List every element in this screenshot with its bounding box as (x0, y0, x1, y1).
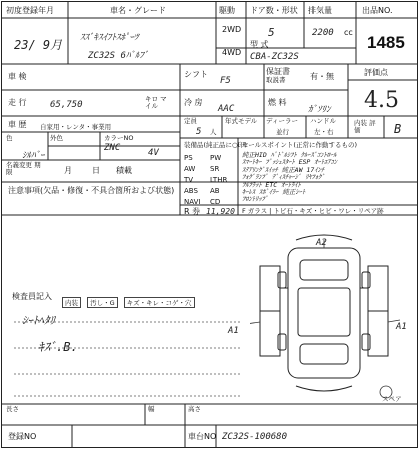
displacement-handwritten: 2200 (312, 28, 334, 38)
model-handwritten: CBA-ZC32S (250, 52, 299, 62)
first-registration-label: 初度登録年月 (6, 6, 54, 15)
inspector-option-stain: 汚し・G (87, 297, 118, 308)
inspection-label: 車 検 (8, 72, 27, 81)
equipment-navi: NAVI (184, 198, 201, 206)
loading-label: 積載 (116, 166, 132, 175)
damage-mark-left: A1 (228, 326, 239, 336)
inspector-note-line1: ｼｰﾄﾍﾀﾘ (22, 314, 55, 327)
handle-value: 左・右 (314, 128, 334, 136)
interior-score-label: 内装 評価 (354, 119, 376, 134)
sales-point-label: セールスポイント(正常に作動するもの) (242, 141, 357, 149)
model-label: 型 式 (250, 40, 269, 49)
dealer-label: ディーラー (266, 117, 298, 125)
color-code-handwritten: 4V (148, 148, 159, 158)
shift-handwritten: F5 (220, 76, 231, 86)
score-label: 評価点 (364, 68, 388, 77)
spare-tire-label: スペア (382, 395, 402, 403)
sales-point-line: ｽﾃｱﾘﾝｸﾞｽｲｯﾁ 純正AW 17ｲﾝﾁ (242, 165, 324, 174)
sales-point-line: ﾌｫｸﾞﾗﾝﾌﾟ ﾃﾞｨｽﾁｬｰｼﾞ ﾘﾔﾌｫｸﾞ (242, 173, 325, 182)
equipment-ps: PS (184, 154, 193, 162)
equipment-leather: LTHR (210, 176, 228, 184)
registration-number-label: 登録NO (8, 432, 37, 441)
interior-score-handwritten: B (394, 122, 402, 136)
inspector-note-line2: ｷｽﾞ.B. (38, 340, 78, 354)
sales-points-handwritten (242, 152, 416, 204)
dealer-value: 並行 (276, 128, 289, 136)
inspector-option-damage: キズ・キレ・コゲ・穴 (124, 297, 195, 308)
cc-unit: cc (344, 28, 353, 37)
warranty-choice: 有・無 (310, 72, 334, 81)
lot-number: 1485 (367, 33, 405, 52)
equipment-list (184, 154, 236, 206)
color-handwritten: ｼﾙﾊﾞｰ (22, 151, 45, 161)
capacity-label: 定員 (184, 117, 197, 125)
registration-year-handwritten: 23/ 9月 (14, 38, 63, 52)
equipment-tv: TV (184, 176, 194, 184)
fuel-label: 燃 料 (268, 98, 287, 107)
equipment-sr: SR (210, 165, 220, 173)
chassis-number-label: 車台NO (188, 432, 217, 441)
equipment-aw: AW (184, 165, 196, 173)
chassis-number-handwritten: ZC32S-100680 (222, 432, 288, 442)
damage-mark-front: A2 (316, 238, 327, 248)
manual-label: 取説書 (266, 76, 286, 84)
sales-point-line: 純正HID ﾊﾟﾄﾞﾙｼﾌﾄ ｸﾙｰｽﾞｺﾝﾄﾛｰﾙ (242, 151, 337, 159)
equipment-ab: AB (210, 187, 220, 195)
grade-handwritten: ZC32S 6ﾊﾞﾙﾌﾞ (88, 51, 149, 61)
mileage-handwritten: 65,750 (50, 100, 83, 110)
height-label: 高さ (188, 405, 201, 413)
name-change-label: 名義変更 期限 (6, 161, 41, 176)
recycle-fee-handwritten: 11,920 (206, 207, 235, 216)
equipment-abs: ABS (184, 187, 198, 195)
original-color-label: 外色 (50, 134, 63, 142)
displacement-label: 排気量 (308, 6, 332, 15)
month-label: 月 (64, 166, 72, 175)
length-label: 長さ (6, 405, 19, 413)
equipment-cd: CD (210, 198, 221, 206)
sales-point-line: ｷｰﾚｽ ｽﾎﾟｲﾗｰ 純正ｼｰﾄ (242, 188, 306, 197)
mileage-label: 走 行 (8, 98, 27, 107)
score-handwritten: 4.5 (364, 88, 399, 113)
damage-mark-right: A1 (396, 322, 407, 332)
inspector-option-interior: 内装 (62, 297, 81, 308)
capacity-unit: 人 (210, 128, 217, 136)
caution-notes-label: 注意事項(欠品・修復・不具合箇所および状態) (8, 186, 175, 195)
car-name-handwritten: ｽｽﾞｷｽｲﾌﾄｽﾎﾟｰﾂ (80, 33, 139, 43)
handle-label: ハンドル (310, 117, 336, 125)
fuel-handwritten: ｶﾞｿﾘﾝ (308, 105, 331, 115)
model-year-label: 年式モデル (225, 117, 258, 125)
shift-label: シフト (184, 70, 208, 79)
drive-label: 駆動 (219, 6, 235, 15)
color-label: 色 (6, 134, 13, 142)
km-mile-unit: キロ マイル (145, 95, 167, 110)
inspector-notes-label: 検査員記入 (12, 292, 52, 301)
color-number-handwritten: ZNC (104, 143, 121, 153)
car-name-grade-label: 車名・グレード (110, 6, 166, 15)
equipment-label: 装備品(純正品に○印) (184, 141, 247, 149)
usage-history-label: 車 歴 (8, 120, 27, 129)
day-label: 日 (92, 166, 100, 175)
front-glass-label: F ガラス | トビ石・キズ・ヒビ・ワレ・リペア跡 (242, 207, 384, 215)
doors-shape-label: ドア数・形状 (250, 6, 298, 15)
width-label: 幅 (148, 405, 155, 413)
drive-2wd-option: 2WD (222, 25, 242, 34)
ac-handwritten: AAC (218, 104, 235, 114)
usage-options: 自家用・レンタ・事業用 (40, 123, 112, 131)
capacity-handwritten: 5 (196, 127, 202, 137)
sales-point-line: ﾌﾙﾌﾗｯﾄ ETC ｵｰﾄﾗｲﾄ (242, 180, 301, 189)
recycle-ticket-label: R 券 (184, 207, 201, 216)
color-number-label: カラーNO (104, 134, 134, 142)
warranty-label: 保証書 (266, 67, 290, 76)
drive-4wd-option: 4WD (222, 48, 242, 57)
sales-point-line: ﾌﾛﾝﾄﾘｯﾌﾟ (242, 195, 268, 204)
equipment-pw: PW (210, 154, 222, 162)
doors-handwritten: 5 (268, 26, 275, 39)
sales-point-line: ｽﾏｰﾄｷｰ ﾌﾟｯｼｭｽﾀｰﾄ ESP ｵｰﾄｴｱｺﾝ (242, 158, 337, 167)
air-conditioner-label: 冷 房 (184, 98, 203, 107)
car-damage-diagram (250, 226, 410, 404)
inspector-options (62, 290, 196, 309)
lot-number-label: 出品NO. (362, 6, 393, 15)
